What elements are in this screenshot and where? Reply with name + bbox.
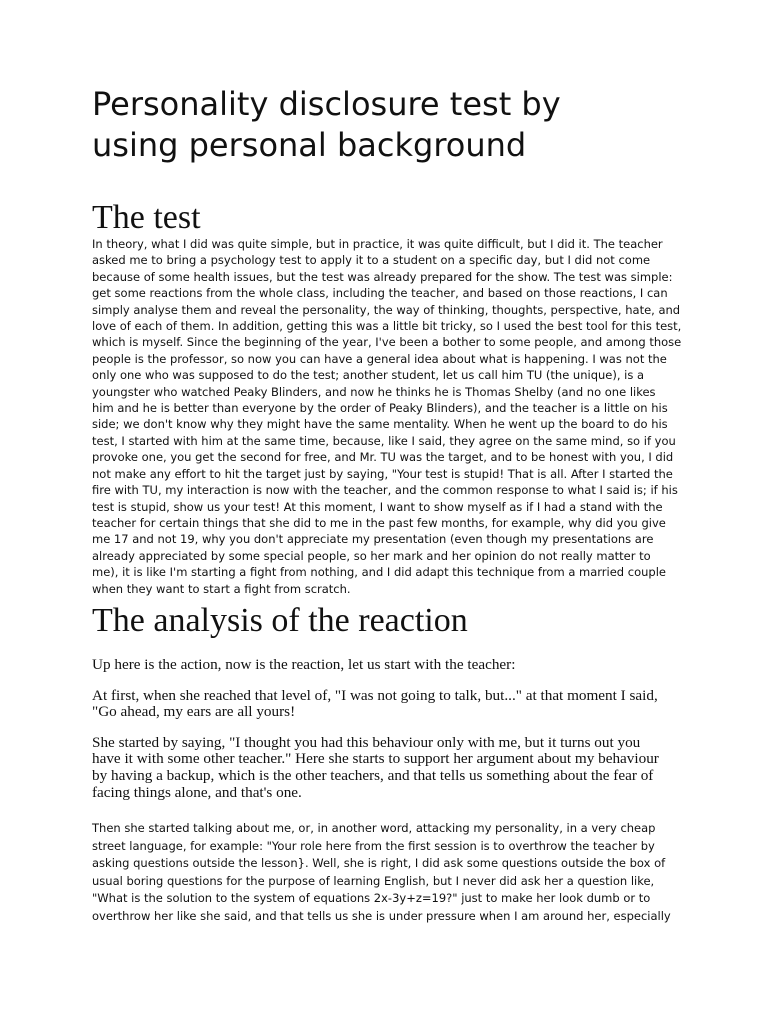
text-line: have it with some other teacher." Here she starts to support her argument about my behaviour [92, 750, 659, 768]
text-line: In theory, what I did was quite simple, but in practice, it was quite difficult, but I did it. The teacher [92, 237, 663, 251]
analysis-paragraph [92, 735, 682, 801]
text-line: "Go ahead, my ears are all yours! [92, 703, 296, 721]
text-line: asked me to bring a psychology test to apply it to a student on a specific day, but I did not come [92, 253, 651, 268]
text-line: At first, when she reached that level of, "I was not going to talk, but..." at that moment I said, [92, 686, 658, 704]
analysis-paragraph-intro [92, 657, 682, 674]
text-line: fire with TU, my interaction is now with the teacher, and the common response to what I said is; if his [92, 483, 678, 498]
title-line: using personal background [92, 126, 527, 164]
text-line: asking questions outside the lesson}. Well, she is right, I did ask some questions outside the box of [92, 856, 666, 871]
text-line: only one who was supposed to do the test; another student, let us call him TU (the unique), is a [92, 368, 645, 383]
text-line: facing things alone, and that's one. [92, 783, 302, 801]
section-heading-analysis: The analysis of the reaction [92, 601, 468, 639]
text-line: She started by saying, "I thought you had this behaviour only with me, but it turns out you [92, 733, 641, 751]
text-line: youngster who watched Peaky Blinders, and now he thinks he is Thomas Shelby (and no one likes [92, 384, 656, 399]
text-line: him and he is better than everyone by the order of Peaky Blinders), and the teacher is a little on his [92, 401, 668, 416]
section-heading-test: The test [92, 199, 201, 236]
analysis-paragraph [92, 688, 682, 721]
text-line: me 17 and not 19, why you don't appreciate my presentation (even though my presentations are [92, 532, 654, 547]
text-line: test is stupid, show us your test! At this moment, I want to show myself as if I had a stand with the [92, 499, 663, 514]
text-line: which is myself. Since the beginning of the year, I've been a bother to some people, and among those [92, 335, 682, 350]
text-line: me), it is like I'm starting a fight from nothing, and I did adapt this technique from a married couple [92, 565, 666, 580]
text-line: Then she started talking about me, or, in another word, attacking my personality, in a very cheap [92, 821, 656, 836]
text-line: test, I started with him at the same time, because, like I said, they agree on the same mind, so if you [92, 433, 676, 448]
text-line: teacher for certain things that she did to me in the past few months, for example, why did you give [92, 515, 666, 530]
analysis-paragraph [92, 820, 682, 925]
text-line: street language, for example: "Your role here from the first session is to overthrow the teacher by [92, 838, 655, 853]
text-line: love of each of them. In addition, getting this was a little bit tricky, so I used the best tool for this test, [92, 319, 682, 334]
text-line: when they want to start a fight from scratch. [92, 581, 351, 596]
text-line: Up here is the action, now is the reaction, let us start with the teacher: [92, 655, 516, 673]
text-line: not make any effort to hit the target just by saying, "Your test is stupid! That is all. After I started the [92, 466, 673, 481]
document-page [92, 84, 682, 925]
text-line: usual boring questions for the purpose of learning English, but I never did ask her a question like, [92, 873, 655, 888]
text-line: side; we don't know why they might have the same mentality. When he went up the board to do his [92, 417, 668, 432]
document-title [92, 84, 682, 166]
text-line: "What is the solution to the system of equations 2x-3y+z=19?" just to make her look dumb or to [92, 891, 651, 906]
text-line: because of some health issues, but the test was already prepared for the show. The test was simple: [92, 269, 673, 284]
text-line: overthrow her like she said, and that tells us she is under pressure when I am around her, especially [92, 908, 671, 923]
text-line: simply analyse them and reveal the personality, the way of thinking, thoughts, perspective, hate, and [92, 302, 681, 317]
text-line: people is the professor, so now you can have a general idea about what is happening. I was not the [92, 351, 667, 366]
text-line: provoke one, you get the second for free, and Mr. TU was the target, and to be honest with you, I did [92, 450, 674, 465]
text-line: by having a backup, which is the other teachers, and that tells us something about the fear of [92, 766, 654, 784]
text-line: get some reactions from the whole class, including the teacher, and based on those reactions, I can [92, 286, 668, 301]
text-line: already appreciated by some special people, so her mark and her opinion do not really matter to [92, 548, 651, 563]
title-line: Personality disclosure test by [92, 85, 561, 123]
test-paragraph [92, 236, 682, 597]
